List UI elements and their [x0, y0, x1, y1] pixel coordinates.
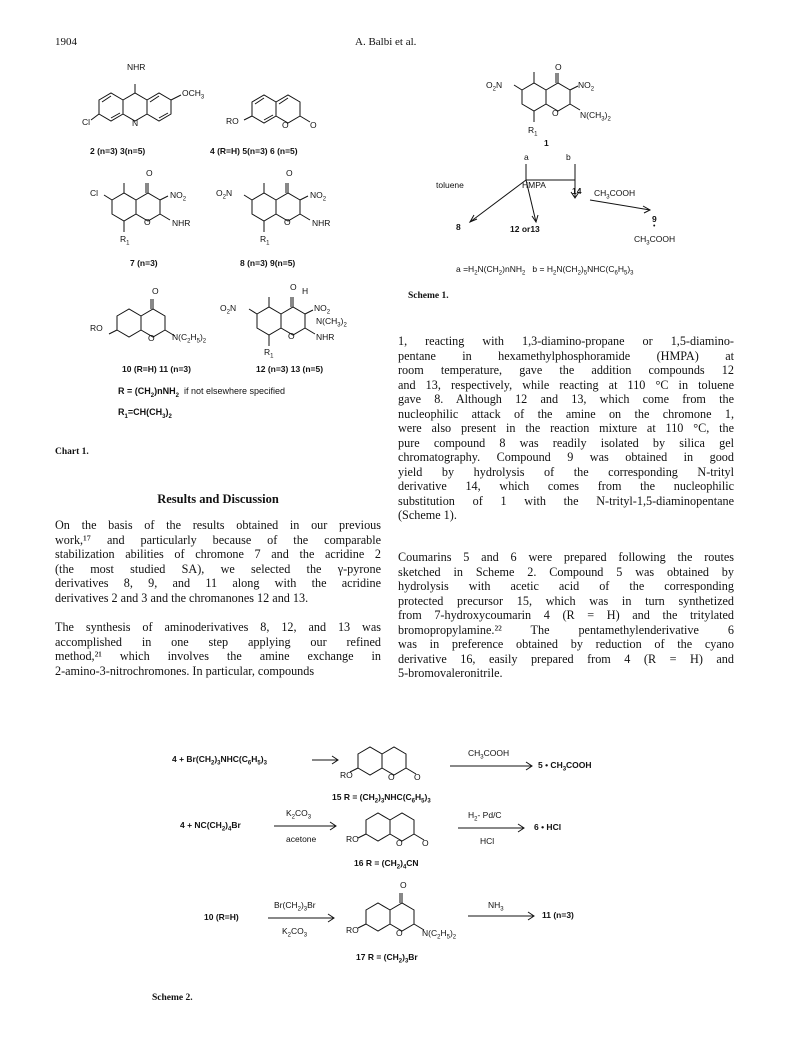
scheme2-r2-cond2-bottom: HCl: [480, 836, 495, 846]
scheme2-label-15: 15 $R = (CH_2)_3NHC(C_6H_5)_3$: [332, 792, 431, 805]
page-number: 1904: [55, 36, 77, 48]
text-line: method,²¹ which involves the amine exchange in: [55, 649, 381, 663]
scheme2-r2-ro: RO: [346, 834, 359, 844]
label-10-11: 10 (R=H) 11 (n=3): [122, 364, 191, 374]
text-line: (the most studied SA), we selected the γ-pyrone: [55, 561, 381, 576]
text-line: accomplished in one step applying our refined: [55, 634, 381, 649]
scheme2-r3-reactant: 10 (R=H): [204, 912, 239, 922]
chromanone-o: O: [290, 282, 297, 292]
compound-9-dot: •: [653, 223, 656, 230]
scheme2-r3-o: O: [400, 880, 407, 890]
scheme2-r2-arrow1: [274, 820, 340, 832]
scheme2-r2-cond-bottom: acetone: [286, 834, 317, 844]
text-line: substitution of 1 with the N-trityl-1,5-diaminopentane: [398, 493, 734, 508]
scheme2-r3-ring-o: O: [396, 928, 403, 938]
text-line: stabilization abilities of chromone 7 and the acridine 2: [55, 547, 381, 561]
text-line: derivatives 8, 9, and 11 along with the acridine: [55, 576, 381, 590]
r1-definition: $R_1=CH(CH_3)_2$: [118, 407, 172, 420]
scheme2-r1-product: 5 • $CH_3COOH$: [538, 760, 592, 773]
text-line: protected precursor 15, which was in turn synthetized: [398, 593, 734, 608]
compound-9-label: 9: [652, 214, 657, 224]
scheme-1-arrows: [420, 158, 750, 238]
scheme2-r3-arrow1: [268, 912, 338, 924]
scheme-1-caption: Scheme 1.: [408, 291, 449, 301]
text-line: derivatives 2 and 3 and the chromanones 12 and 13.: [55, 590, 309, 605]
chromanone-no2: $NO_2$: [314, 303, 331, 316]
chromone-10-net2: $N(C_2H_5)_2$: [172, 332, 207, 345]
chromanone-ring-o: O: [288, 331, 295, 341]
text-line: pure compound 8 was readily isolated by silica gel: [398, 435, 734, 450]
acridine-nhr: NHR: [127, 62, 146, 72]
compound-1-no2: $NO_2$: [578, 80, 595, 93]
scheme2-r2-coumarin: [354, 806, 454, 852]
text-line: Coumarins 5 and 6 were prepared following the routes: [398, 550, 734, 564]
toluene-label: toluene: [436, 180, 464, 190]
text-line: and 13, respectively, while reacting at 110 °C in toluene: [398, 377, 734, 392]
chromanone-h: H: [302, 286, 309, 296]
text-line: chromatography. Compound 9 was obtained in good: [398, 450, 734, 464]
label-8-9: 8 (n=3) 9(n=5): [240, 258, 296, 268]
text-line: pentane in hexamethylphosphoramide (HMPA) at: [398, 348, 734, 363]
chromone-8-r1: $R_1$: [260, 234, 270, 247]
scheme2-r3-cond2: $NH_3$: [488, 900, 504, 913]
label-4-5-6: 4 (R=H) 5(n=3) 6 (n=5): [210, 146, 298, 156]
chromone-8-o: O: [286, 168, 293, 178]
text-line: derivative 16, easily prepared from 4 (R = H) and: [398, 651, 734, 666]
label-7: 7 (n=3): [130, 258, 158, 268]
compound-9-ch3cooh: $CH_3COOH$: [634, 234, 676, 247]
coumarin-carbonyl-o: O: [310, 120, 317, 130]
coumarin-ro: RO: [226, 116, 239, 126]
chromone-10-ring-o: O: [148, 333, 155, 343]
chromanone-nme2: $N(CH_3)_2$: [316, 316, 347, 329]
hmpa-label: HMPA: [522, 180, 546, 190]
text-line: room temperature, gave the addition compounds 12: [398, 363, 734, 377]
chromone-7-no2: $NO_2$: [170, 190, 187, 203]
chromone-7-nhr: NHR: [172, 218, 191, 228]
scheme2-r3-ro: RO: [346, 925, 359, 935]
compound-1-structure: [510, 68, 620, 148]
text-line: gave 8. Although 12 and 13, which come from the: [398, 392, 734, 406]
chromanone-r1: $R_1$: [264, 347, 274, 360]
text-line: On the basis of the results obtained in our previous: [55, 518, 381, 532]
scheme2-r3-arrow2: [468, 910, 538, 922]
coumarin-structure: [240, 86, 340, 136]
scheme-2: [150, 740, 650, 980]
acridine-cl: Cl: [82, 117, 91, 127]
scheme2-r2-product: 6 • HCl: [534, 822, 562, 832]
text-line: sketched in Scheme 2. Compound 5 was obtained by: [398, 564, 734, 579]
scheme-1-legend: $a =H_2N(CH_2)nNH_2$ $b = H_2N(CH_2)_5NHC(C_6H_5)_3$: [456, 264, 634, 277]
chromone-8-nhr: NHR: [312, 218, 331, 228]
scheme2-r2-arrow2: [458, 822, 528, 834]
text-line: yield by hydrolysis of the corresponding N-trityl: [398, 464, 734, 479]
chart-1-caption: Chart 1.: [55, 447, 89, 457]
chart-1: [60, 60, 400, 420]
scheme2-r1-coumarin: [346, 740, 446, 786]
compound-1-nme2: $N(CH_3)_2$: [580, 110, 611, 123]
text-line: was in preference obtained by reduction of the cyano: [398, 637, 734, 651]
chromone-7-o: O: [146, 168, 153, 178]
chromanone-nhr: NHR: [316, 332, 335, 342]
text-line: 1, reacting with 1,3-diamino-propane or 1,5-diamino-: [398, 334, 734, 348]
right-paragraph-1: [398, 334, 734, 523]
scheme2-r3-cond-top: $Br(CH_2)_3Br$: [274, 900, 316, 913]
path-a-label: a: [524, 152, 529, 162]
compound-1-r1: $R_1$: [528, 125, 538, 138]
path-b-label: b: [566, 152, 571, 162]
scheme2-r2-cond-top: $K_2CO_3$: [286, 808, 312, 821]
scheme-1: [420, 58, 750, 288]
scheme2-r1-ro: RO: [340, 770, 353, 780]
scheme2-r3-net2: $N(C_2H_5)_2$: [422, 928, 457, 941]
text-line: 5-bromovaleronitrile.: [398, 666, 503, 680]
acridine-n: N: [132, 118, 139, 128]
chromone-7-ring-o: O: [144, 217, 151, 227]
text-line: derivative 14, which comes from the nucleophilic: [398, 479, 734, 493]
text-line: The synthesis of aminoderivatives 8, 12, and 13 was: [55, 620, 381, 634]
chromone-7-r1: $R_1$: [120, 234, 130, 247]
acridine-och3: $OCH_3$: [182, 88, 205, 101]
scheme2-r1-carbonyl-o: O: [414, 772, 421, 782]
text-line: (Scheme 1).: [398, 508, 457, 522]
chromanone-o2n: $O_2N$: [220, 303, 237, 316]
r-definition: $R = (CH_2)nNH_2$ if not elsewhere specified: [118, 386, 286, 399]
scheme2-label-17: 17 $R = (CH_2)_3Br$: [356, 952, 418, 965]
right-paragraph-2: [398, 550, 734, 681]
scheme2-r2-ring-o: O: [396, 838, 403, 848]
chromone-10-11-structure: [105, 296, 205, 356]
chromone-7-cl: Cl: [90, 188, 99, 198]
label-2-3: 2 (n=3) 3(n=5): [90, 146, 146, 156]
scheme2-r2-cond2-top: $H_2-$ Pd/C: [468, 810, 502, 823]
scheme2-r1-arrow1: [312, 754, 342, 766]
ch3cooh-condition: $CH_3COOH$: [594, 188, 636, 201]
text-line: were also present in the reaction mixture at 110 °C, the: [398, 421, 734, 435]
scheme2-r2-carbonyl-o: O: [422, 838, 429, 848]
compound-1-o2n: $O_2N$: [486, 80, 503, 93]
scheme2-r1-arrow2: [450, 760, 536, 772]
compound-12-13-label: 12 or13: [510, 224, 540, 234]
text-line: nucleophilic attack of the amine on the chromone 1,: [398, 406, 734, 421]
scheme2-r1-condition: $CH_3COOH$: [468, 748, 510, 761]
scheme2-r3-product: 11 (n=3): [542, 910, 574, 920]
text-line: hydrolysis with acetic acid of the corresponding: [398, 579, 734, 593]
compound-1-ring-o: O: [552, 108, 559, 118]
left-paragraph-1: [55, 518, 381, 605]
scheme2-label-16: 16 $R = (CH_2)_4CN$: [354, 858, 419, 871]
scheme2-r2-reactant: $4 + NC(CH_2)_4Br$: [180, 820, 241, 833]
text-line: 2-amino-3-nitrochromones. In particular, compounds: [55, 663, 315, 678]
chromone-8-o2n: $O_2N$: [216, 188, 233, 201]
compound-1-o: O: [555, 62, 562, 72]
running-title: A. Balbi et al.: [355, 36, 417, 48]
text-line: bromopropylamine.²² The pentamethylenderivative 6: [398, 622, 734, 637]
chromone-8-ring-o: O: [284, 217, 291, 227]
scheme-2-caption: Scheme 2.: [152, 993, 193, 1003]
label-12-13: 12 (n=3) 13 (n=5): [256, 364, 324, 374]
compound-8-label: 8: [456, 222, 461, 232]
chromone-10-o: O: [152, 286, 159, 296]
coumarin-ring-o: O: [282, 120, 289, 130]
text-line: work,¹⁷ and particularly because of the comparable: [55, 532, 381, 547]
compound-1-label: 1: [544, 138, 549, 148]
left-paragraph-2: [55, 620, 381, 678]
compound-14-label: 14: [572, 186, 582, 196]
chromone-10-ro: RO: [90, 323, 103, 333]
text-line: from 7-hydroxycoumarin 4 (R = H) and the tritylated: [398, 608, 734, 622]
scheme2-r1-ring-o: O: [388, 772, 395, 782]
section-heading: Results and Discussion: [157, 492, 279, 506]
scheme2-r3-cond-bottom: $K_2CO_3$: [282, 926, 308, 939]
scheme2-r1-reactant: $4 + Br(CH_2)_3NHC(C_6H_5)_3$: [172, 754, 267, 767]
chromone-8-no2: $NO_2$: [310, 190, 327, 203]
